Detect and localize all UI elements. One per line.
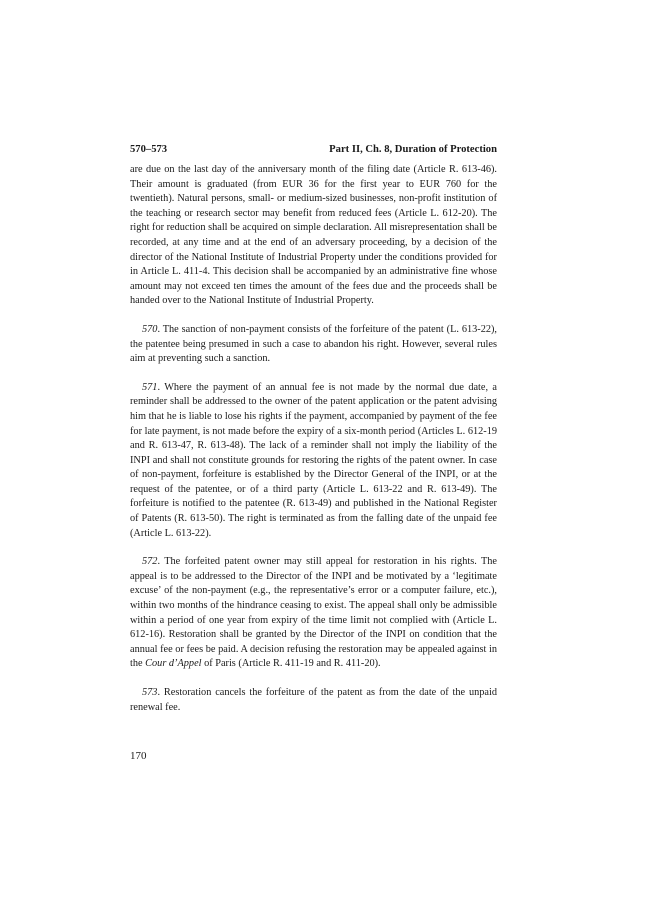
paragraph-number: 571 [142, 381, 158, 393]
italic-term: Cour d’Appel [145, 658, 202, 670]
paragraph-text: are due on the last day of the anniversary month of the filing date (Article R. 613-46). Their amount is graduated (from EUR 36 for the first year to EUR 760 for the twentieth). Natural persons, small- or medium-sized businesses, non-profit institution of the teaching or research sector may benefit from reduced fees (Article L. 612-20). The right for reduction shall be acquired on simple declaration. All misrepresentation shall be recorded, at any time and at the end of an adversary proceeding, by a decision of the director of the National Institute of Industrial Property under the conditions provided for in Article L. 411-4. This decision shall be accompanied by an administrative fine whose amount may not exceed ten times the amount of the fees due and the proceeds shall be handed over to the National Institute of Industrial Property. [130, 164, 497, 307]
paragraph-text: . The sanction of non-payment consists of the forfeiture of the patent (L. 613-22), the patentee being presumed in such a case to abandon his right. However, several rules aim at preventing such a sanction. [130, 323, 497, 365]
running-head [130, 143, 497, 157]
paragraph-number: 573 [142, 687, 158, 698]
paragraph-text: . The forfeited patent owner may still appeal for restoration in his rights. The appeal is to be addressed to the Director of the INPI and be motivated by a ‘legitimate excuse’ of the non-payment (e.g., the representative’s error or a computer failure, etc.), within two months of the hindrance ceasing to exist. The appeal shall only be admissible within a period of one year from expiry of the time limit not complied with (Article L. 612-16). Restoration shall be granted by the Director of the INPI on condition that the annual fee or fees be paid. A decision refusing the restoration may be appealed against in the [130, 556, 497, 670]
section-range: 570–573 [130, 144, 168, 155]
paragraph-text: . Restoration cancels the forfeiture of the patent as from the date of the unpaid renewal fee. [130, 687, 497, 713]
paragraph-570 [130, 323, 497, 367]
page-number: 170 [130, 750, 147, 762]
paragraph-continuation [130, 163, 497, 309]
paragraph-text: . Where the payment of an annual fee is not made by the normal due date, a reminder shall be addressed to the owner of the patent application or the patent advising him that he is liable to lose his rights if the payment, accompanied by payment of the fee for late payment, is not made before the expiry of a six-month period (Articles L. 612-19 and R. 613-47, R. 613-48). The lack of a reminder shall not imply the liability of the INPI and shall not constitute grounds for restoring the rights of the patent owner. In case of non-payment, forfeiture is established by the Director General of the INPI, or at the request of the patentee, or of a third party (Article L. 613-22 and R. 613-49). The forfeiture is notified to the patentee (R. 613-49) and published in the National Register of Patents (R. 613-50). The right is terminated as from the falling date of the unpaid fee (Article L. 613-22). [130, 381, 497, 539]
chapter-title: Part II, Ch. 8, Duration of Protection [329, 144, 497, 155]
page-body [130, 143, 497, 715]
paragraph-text-end: of Paris (Article R. 411-19 and R. 411-20). [201, 658, 381, 670]
paragraph-number: 572 [142, 556, 158, 568]
paragraph-572 [130, 555, 497, 672]
paragraph-573 [130, 686, 497, 715]
paragraph-571 [130, 381, 497, 542]
paragraph-number: 570 [142, 323, 158, 335]
